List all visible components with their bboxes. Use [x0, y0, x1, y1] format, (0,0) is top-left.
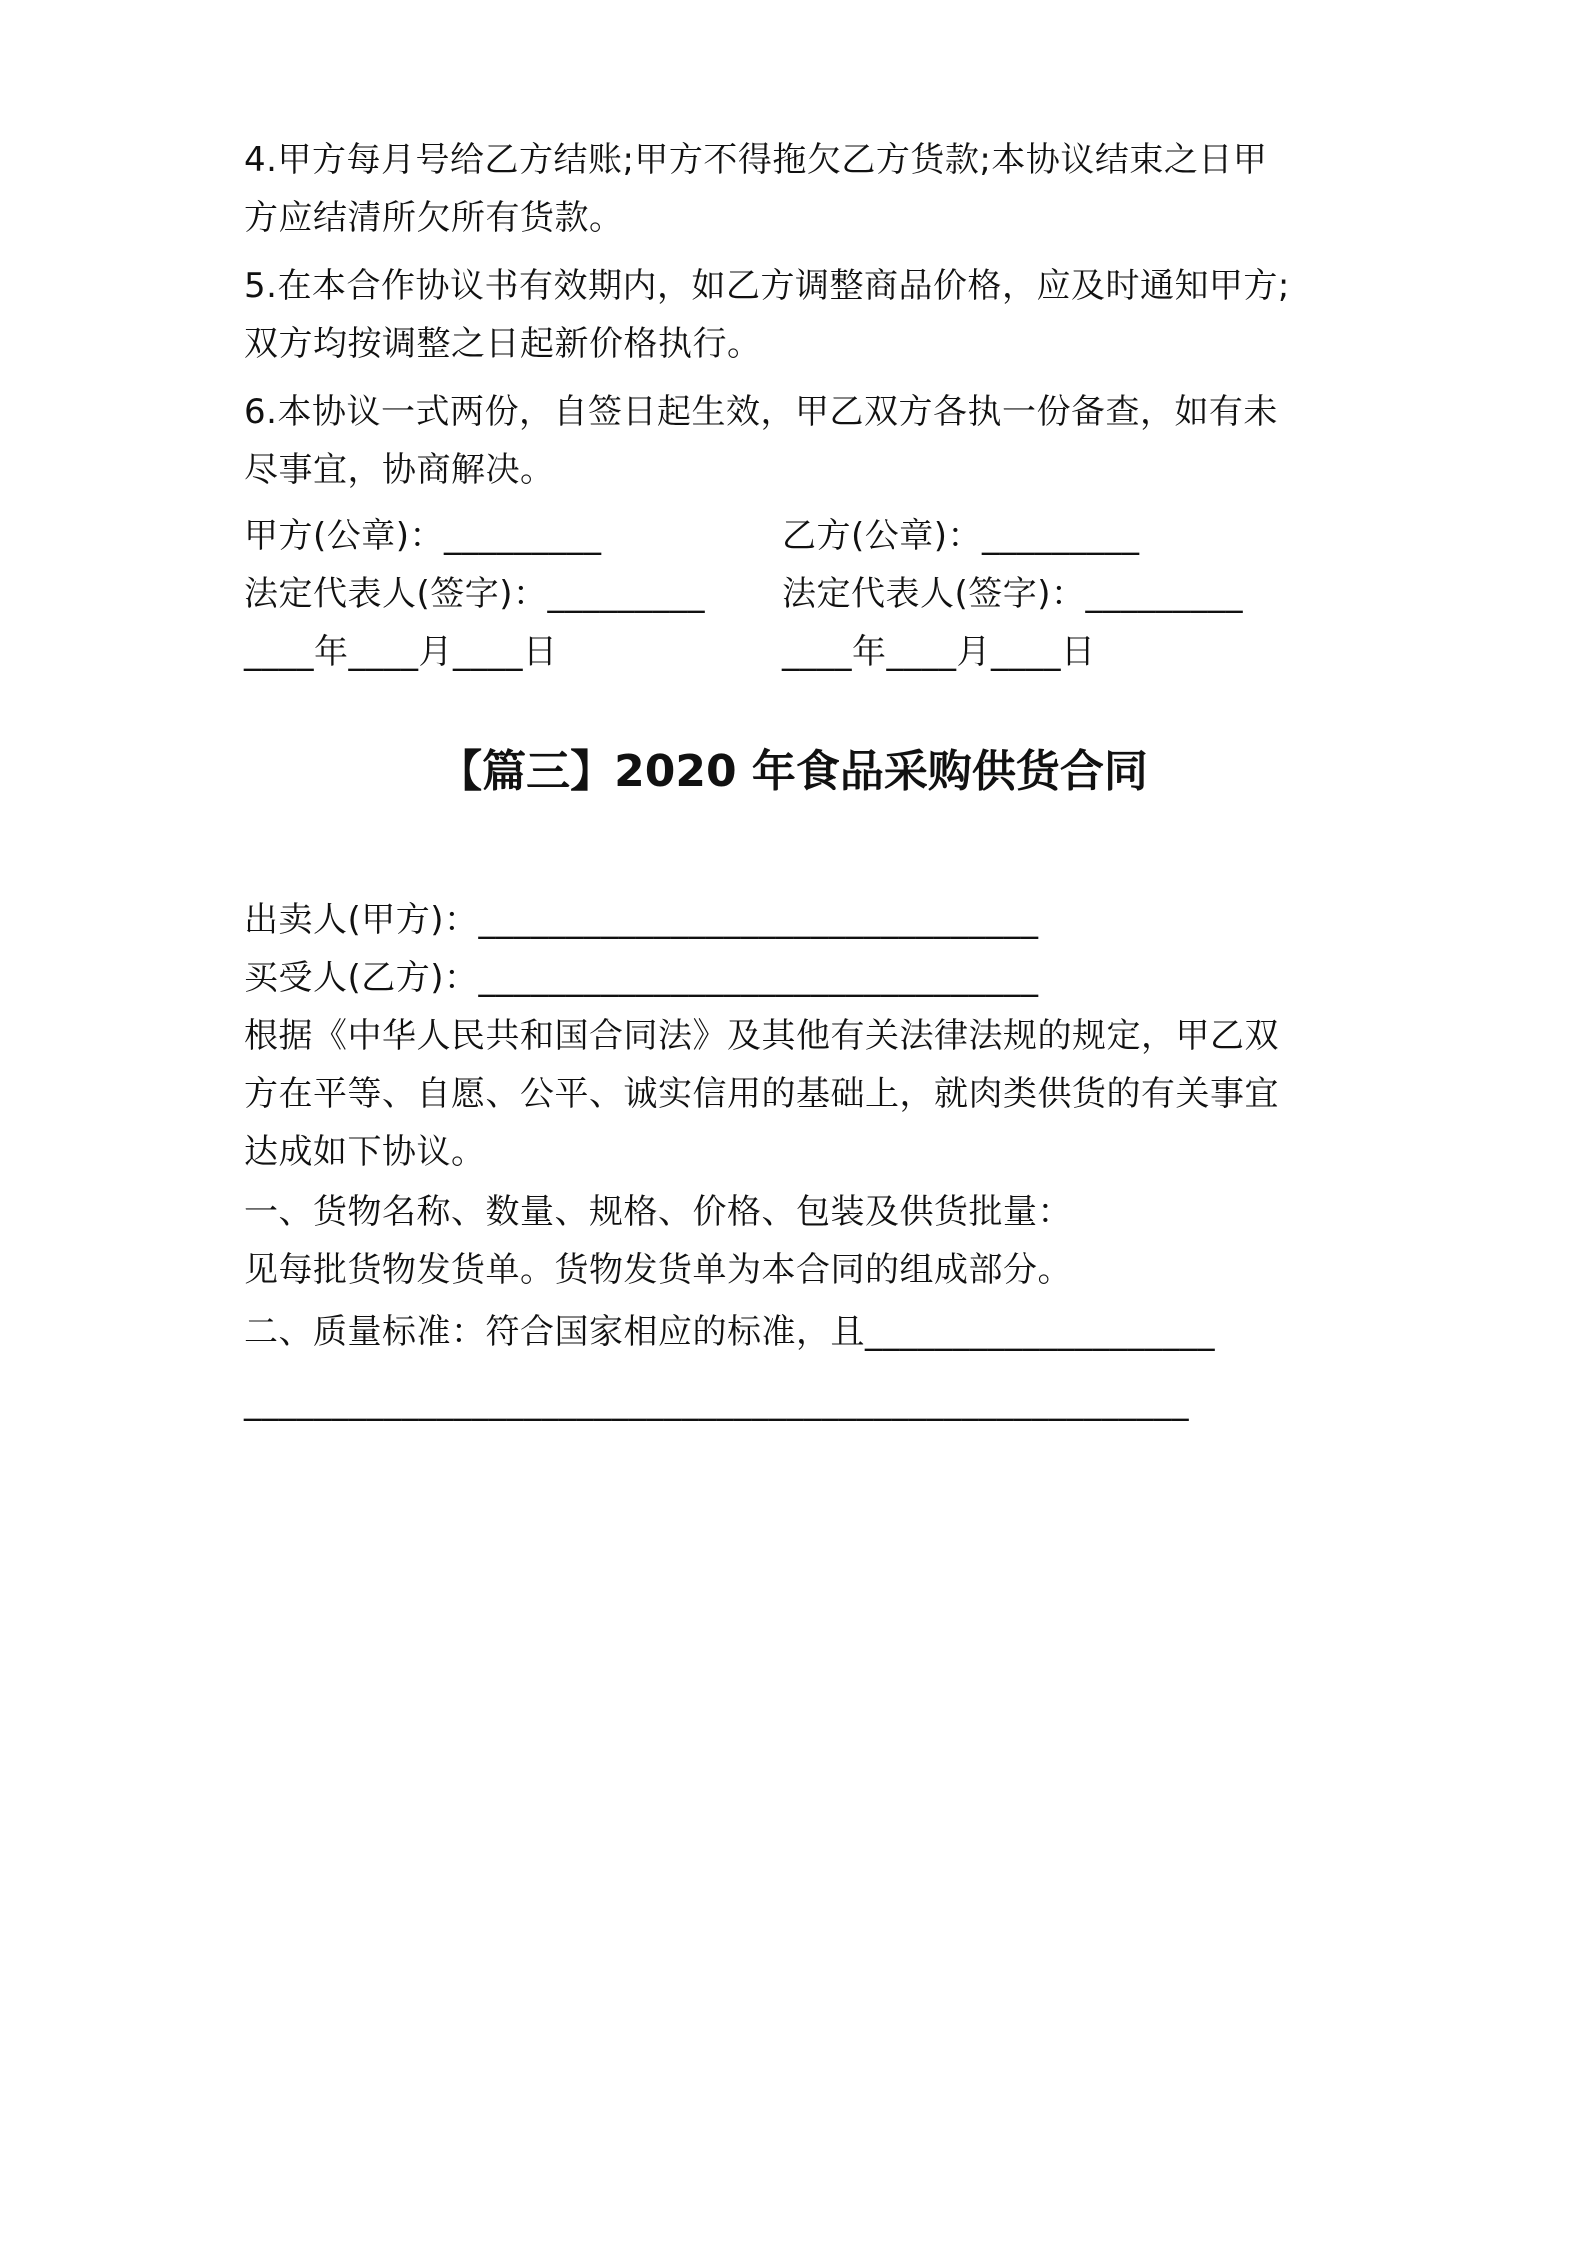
item-2-blank-line: ______________________________________________________ — [244, 1382, 1189, 1422]
party-b-representative-field: 法定代表人(签字)：_________ — [782, 574, 1244, 614]
party-a-representative-field: 法定代表人(签字)：_________ — [244, 574, 706, 614]
clause-5-line-1: 5.在本合作协议书有效期内，如乙方调整商品价格，应及时通知甲方; — [244, 266, 1290, 306]
item-1-heading: 一、货物名称、数量、规格、价格、包装及供货批量： — [244, 1192, 1072, 1232]
intro-line-2: 方在平等、自愿、公平、诚实信用的基础上，就肉类供货的有关事宜 — [244, 1074, 1279, 1114]
seller-field: 出卖人(甲方)：________________________________ — [244, 900, 1039, 940]
party-a-date-field: ____年____月____日 — [244, 632, 558, 672]
clause-6-line-1: 6.本协议一式两份，自签日起生效，甲乙双方各执一份备查，如有未 — [244, 392, 1278, 432]
clause-4-line-2: 方应结清所欠所有货款。 — [244, 198, 624, 238]
party-b-seal-field: 乙方(公章)：_________ — [782, 516, 1140, 556]
item-2-heading: 二、质量标准：符合国家相应的标准，且____________________ — [244, 1312, 1215, 1352]
buyer-field: 买受人(乙方)：________________________________ — [244, 958, 1039, 998]
item-1-body: 见每批货物发货单。货物发货单为本合同的组成部分。 — [244, 1250, 1072, 1290]
party-b-date-field: ____年____月____日 — [782, 632, 1096, 672]
section-title: 【篇三】2020 年食品采购供货合同 — [438, 746, 1148, 797]
clause-5-line-2: 双方均按调整之日起新价格执行。 — [244, 324, 762, 364]
intro-line-3: 达成如下协议。 — [244, 1132, 486, 1172]
clause-4-line-1: 4.甲方每月号给乙方结账;甲方不得拖欠乙方货款;本协议结束之日甲 — [244, 140, 1268, 180]
intro-line-1: 根据《中华人民共和国合同法》及其他有关法律法规的规定，甲乙双 — [244, 1016, 1279, 1056]
clause-6-line-2: 尽事宜，协商解决。 — [244, 450, 555, 490]
party-a-seal-field: 甲方(公章)：_________ — [244, 516, 602, 556]
